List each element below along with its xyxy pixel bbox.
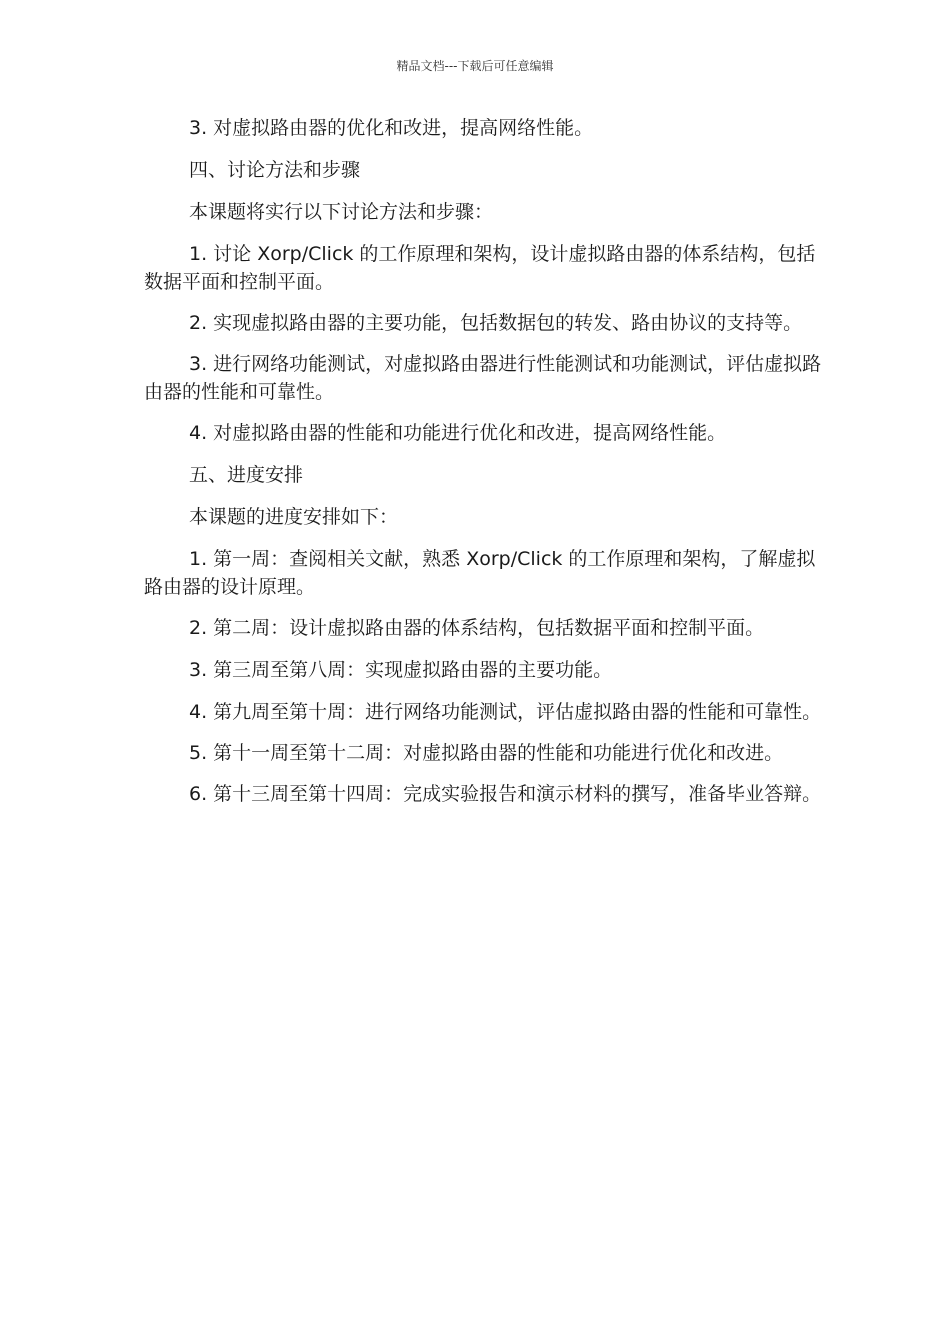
paragraph-schedule-5: 5. 第十一周至第十二周：对虚拟路由器的性能和功能进行优化和改进。 xyxy=(189,742,784,764)
paragraph-method-1: 1. 讨论 Xorp/Click 的工作原理和架构，设计虚拟路由器的体系结构，包括数据平面和控制平面。 xyxy=(144,243,816,293)
section-heading-schedule: 五、进度安排 xyxy=(189,464,304,486)
paragraph-schedule-4: 4. 第九周至第十周：进行网络功能测试，评估虚拟路由器的性能和可靠性。 xyxy=(189,701,822,723)
paragraph-method-4: 4. 对虚拟路由器的性能和功能进行优化和改进，提高网络性能。 xyxy=(189,422,727,444)
paragraph-schedule-intro: 本课题的进度安排如下： xyxy=(189,506,399,528)
paragraph-method-2: 2. 实现虚拟路由器的主要功能，包括数据包的转发、路由协议的支持等。 xyxy=(189,312,803,334)
paragraph-methods-intro: 本课题将实行以下讨论方法和步骤： xyxy=(189,201,494,223)
paragraph-schedule-6: 6. 第十三周至第十四周：完成实验报告和演示材料的撰写，准备毕业答辩。 xyxy=(189,783,822,805)
page-header: 精品文档---下载后可任意编辑 xyxy=(396,59,554,73)
paragraph-item-3-optimize: 3. 对虚拟路由器的优化和改进，提高网络性能。 xyxy=(189,117,594,139)
paragraph-method-3: 3. 进行网络功能测试，对虚拟路由器进行性能测试和功能测试，评估虚拟路由器的性能和可靠性。 xyxy=(144,353,822,403)
paragraph-schedule-1: 1. 第一周：查阅相关文献，熟悉 Xorp/Click 的工作原理和架构，了解虚拟路由器的设计原理。 xyxy=(144,548,816,598)
paragraph-schedule-3: 3. 第三周至第八周：实现虚拟路由器的主要功能。 xyxy=(189,659,613,681)
section-heading-methods: 四、讨论方法和步骤 xyxy=(189,159,361,181)
document-body xyxy=(144,114,824,821)
paragraph-schedule-2: 2. 第二周：设计虚拟路由器的体系结构，包括数据平面和控制平面。 xyxy=(189,617,765,639)
